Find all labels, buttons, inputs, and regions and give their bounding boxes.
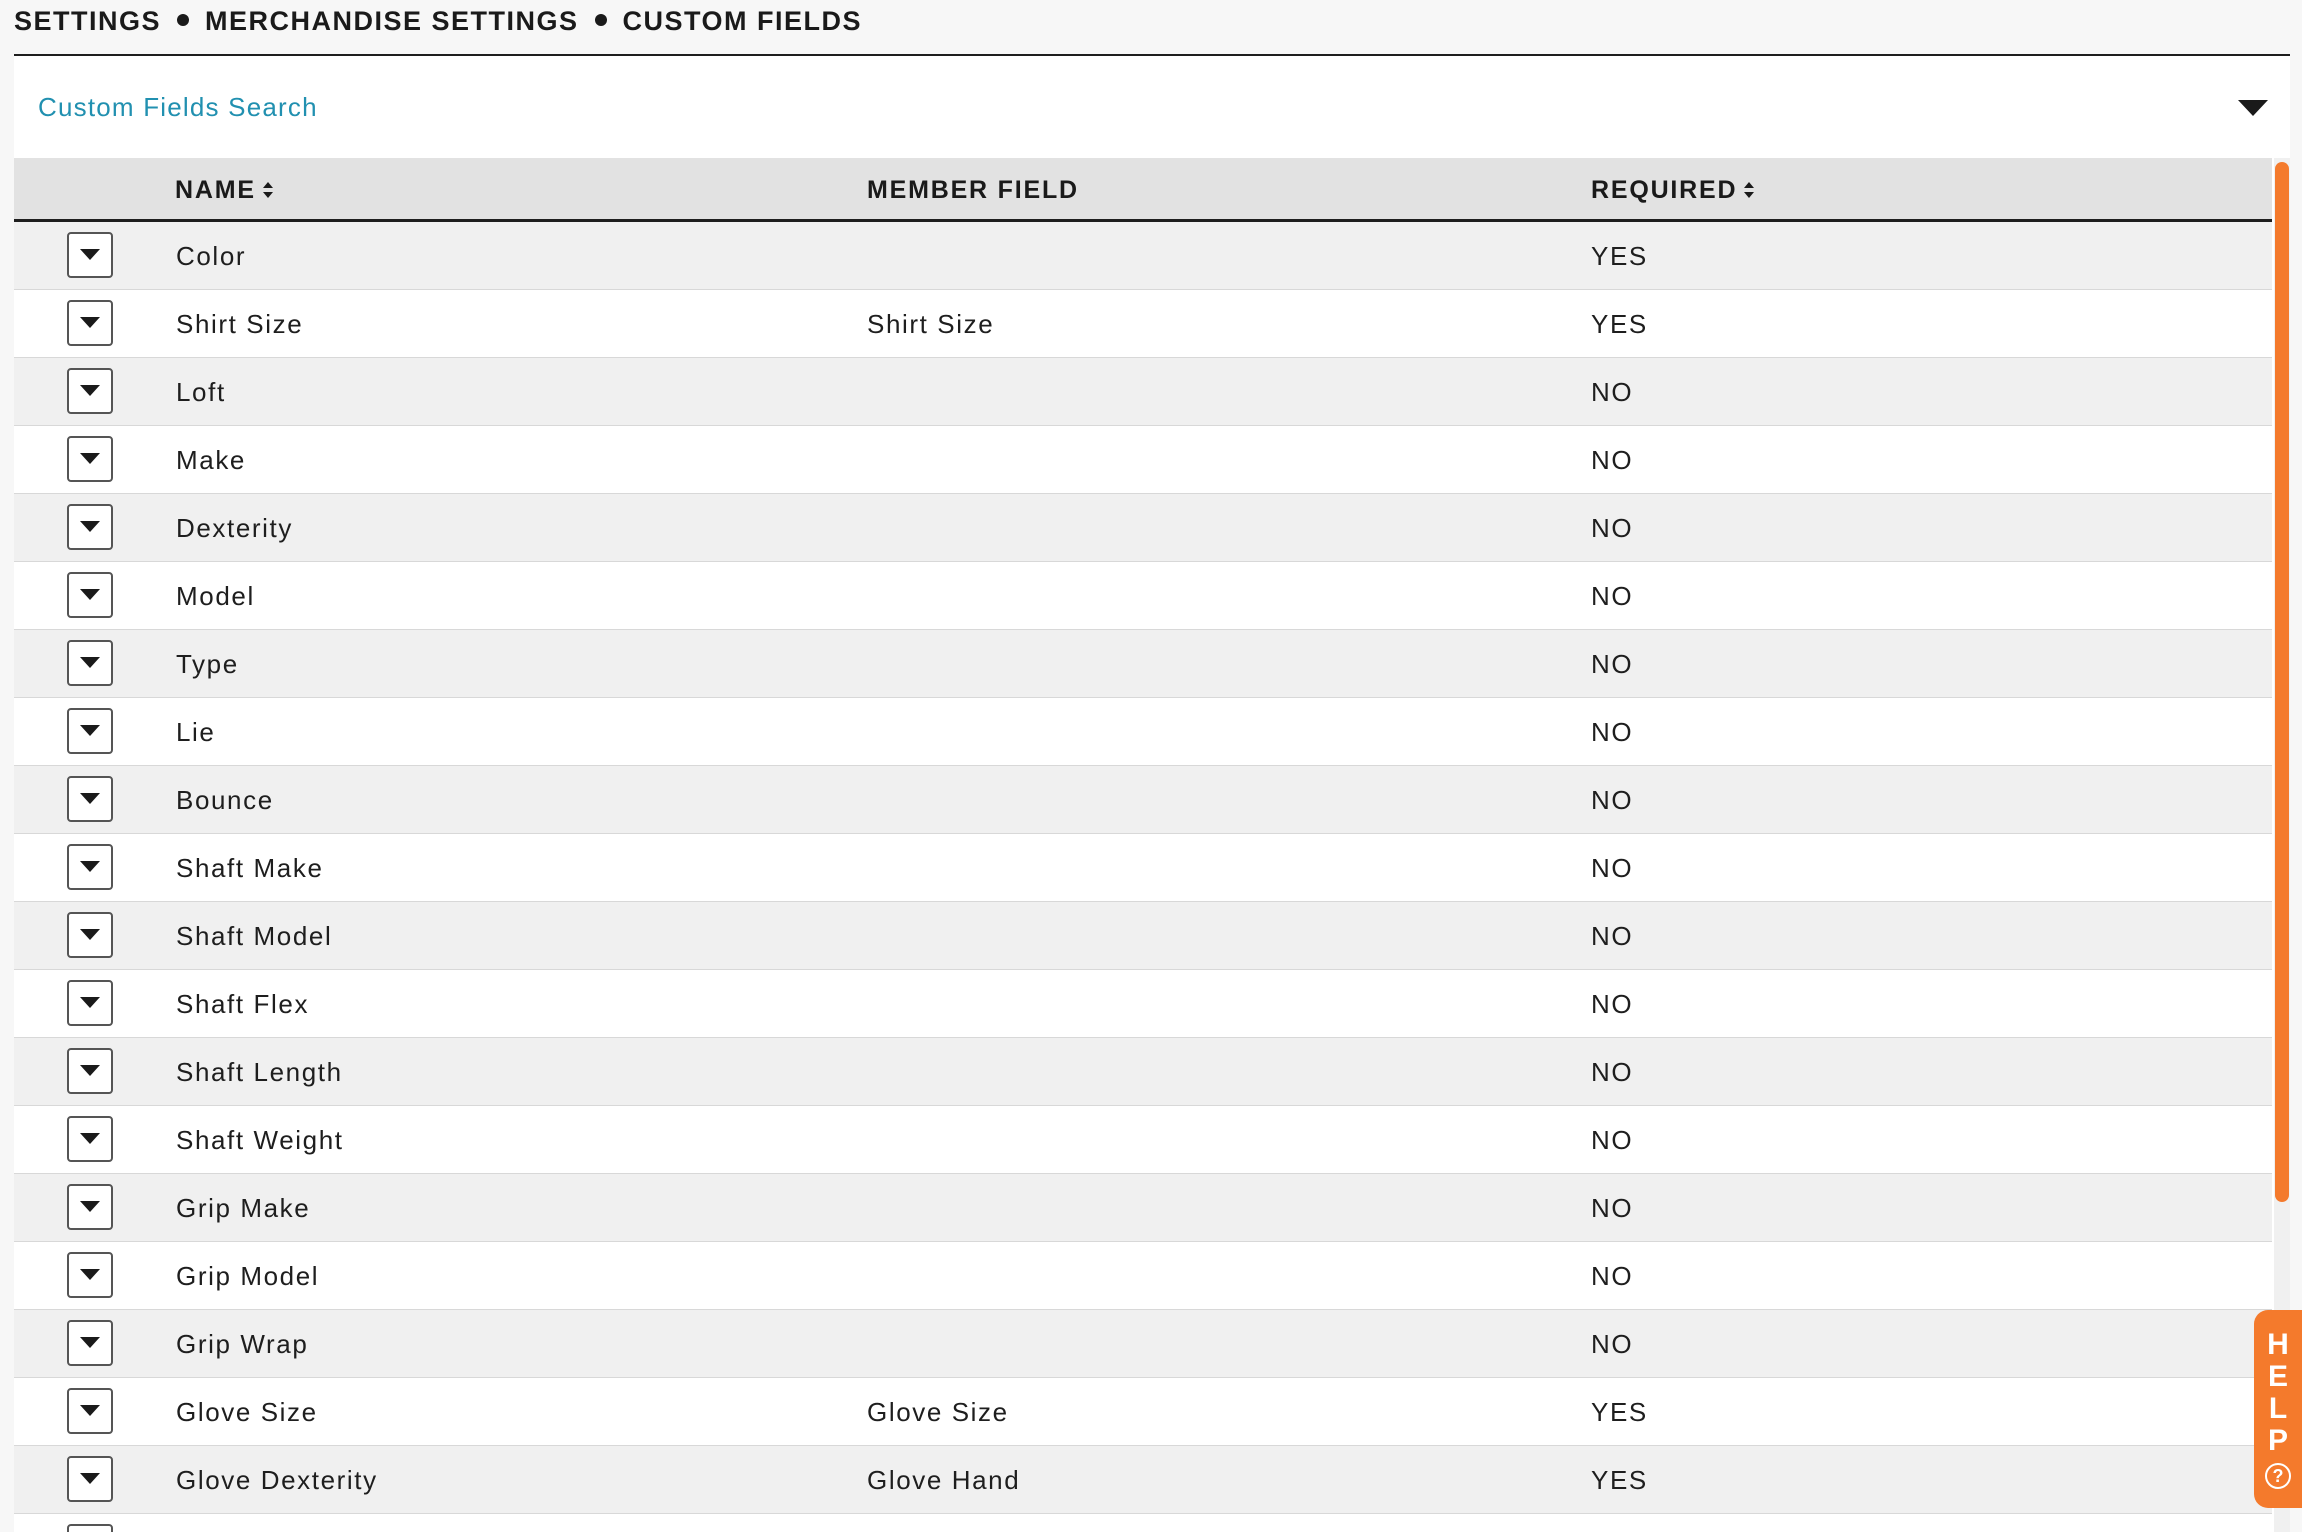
chevron-down-icon xyxy=(80,1133,100,1145)
chevron-down-icon xyxy=(80,997,100,1009)
cell-name: Glove Dexterity xyxy=(176,1464,378,1495)
table-row[interactable] xyxy=(14,630,2272,698)
cell-required: NO xyxy=(1591,1260,1634,1291)
row-actions-dropdown-button[interactable] xyxy=(67,1048,113,1094)
cell-required: YES xyxy=(1591,240,1648,271)
cell-name: Shaft Make xyxy=(176,852,324,883)
cell-required: NO xyxy=(1591,920,1634,951)
table-row[interactable] xyxy=(14,426,2272,494)
cell-member-field: Shirt Size xyxy=(867,308,995,339)
row-actions-dropdown-button[interactable] xyxy=(67,708,113,754)
row-actions-dropdown-button[interactable] xyxy=(67,640,113,686)
table-body xyxy=(14,222,2272,1532)
row-actions-dropdown-button[interactable] xyxy=(67,844,113,890)
row-actions-dropdown-button[interactable] xyxy=(67,1388,113,1434)
table-row[interactable] xyxy=(14,1174,2272,1242)
cell-name: Lie xyxy=(176,716,216,747)
cell-name: Model xyxy=(176,580,255,611)
cell-required: NO xyxy=(1591,376,1634,407)
row-actions-dropdown-button[interactable] xyxy=(67,1252,113,1298)
chevron-down-icon xyxy=(80,1269,100,1281)
table-row[interactable] xyxy=(14,766,2272,834)
chevron-down-icon xyxy=(80,929,100,941)
table-row[interactable] xyxy=(14,1446,2272,1514)
row-actions-dropdown-button[interactable] xyxy=(67,300,113,346)
cell-name: Dexterity xyxy=(176,512,293,543)
cell-required: NO xyxy=(1591,784,1634,815)
cell-name: Shaft Length xyxy=(176,1056,343,1087)
chevron-down-icon xyxy=(80,589,100,601)
breadcrumb-item-custom-fields: CUSTOM FIELDS xyxy=(622,5,863,36)
chevron-down-icon xyxy=(80,1337,100,1349)
cell-member-field: Glove Hand xyxy=(867,1464,1021,1495)
chevron-down-icon xyxy=(80,1473,100,1485)
custom-fields-panel xyxy=(14,56,2290,1532)
help-label xyxy=(2267,1329,2289,1457)
help-letter: H xyxy=(2267,1328,2289,1361)
table-row[interactable] xyxy=(14,358,2272,426)
chevron-down-icon xyxy=(80,453,100,465)
cell-name: Make xyxy=(176,444,246,475)
cell-name: Shaft Weight xyxy=(176,1124,344,1155)
table-row[interactable] xyxy=(14,834,2272,902)
help-letter: L xyxy=(2268,1392,2288,1425)
cell-name: Type xyxy=(176,648,239,679)
row-actions-dropdown-button[interactable] xyxy=(67,1184,113,1230)
row-actions-dropdown-button[interactable] xyxy=(67,504,113,550)
cell-required: NO xyxy=(1591,852,1634,883)
cell-name: Glove Size xyxy=(176,1396,318,1427)
cell-name: Loft xyxy=(176,376,226,407)
chevron-down-icon xyxy=(80,1405,100,1417)
search-panel-title[interactable]: Custom Fields Search xyxy=(38,91,318,122)
table-row[interactable] xyxy=(14,222,2272,290)
row-actions-dropdown-button[interactable] xyxy=(67,1456,113,1502)
breadcrumb xyxy=(14,0,862,42)
cell-required: NO xyxy=(1591,648,1634,679)
help-button[interactable] xyxy=(2254,1310,2302,1508)
cell-required: YES xyxy=(1591,1464,1648,1495)
row-actions-dropdown-button[interactable] xyxy=(67,980,113,1026)
row-actions-dropdown-button[interactable] xyxy=(67,1116,113,1162)
table-header xyxy=(14,158,2272,222)
cell-name: Shaft Flex xyxy=(176,988,310,1019)
cell-member-field: Glove Size xyxy=(867,1396,1009,1427)
cell-required: NO xyxy=(1591,512,1634,543)
row-actions-dropdown-button[interactable] xyxy=(67,912,113,958)
cell-required: NO xyxy=(1591,1192,1634,1223)
column-header-member-field-label: MEMBER FIELD xyxy=(867,175,1079,204)
cell-name: Grip Model xyxy=(176,1260,320,1291)
cell-name: Grip Make xyxy=(176,1192,311,1223)
cell-name: Grip Wrap xyxy=(176,1328,309,1359)
row-actions-dropdown-button[interactable] xyxy=(67,1320,113,1366)
help-letter: E xyxy=(2267,1360,2288,1393)
table-row[interactable] xyxy=(14,290,2272,358)
chevron-down-icon xyxy=(80,657,100,669)
cell-required: NO xyxy=(1591,580,1634,611)
breadcrumb-separator-icon xyxy=(595,14,607,26)
sort-icon[interactable] xyxy=(262,180,274,200)
table-row[interactable] xyxy=(14,1106,2272,1174)
cell-required: NO xyxy=(1591,988,1634,1019)
help-letter: P xyxy=(2267,1424,2288,1457)
column-header-name-label: NAME xyxy=(175,175,256,204)
chevron-down-icon xyxy=(80,521,100,533)
chevron-down-icon[interactable] xyxy=(2238,100,2268,118)
row-actions-dropdown-button[interactable] xyxy=(67,368,113,414)
row-actions-dropdown-button[interactable] xyxy=(67,1524,113,1532)
cell-required: NO xyxy=(1591,1124,1634,1155)
scrollbar-thumb[interactable] xyxy=(2275,162,2289,1202)
chevron-down-icon xyxy=(80,1201,100,1213)
cell-required: NO xyxy=(1591,1328,1634,1359)
cell-required: NO xyxy=(1591,1056,1634,1087)
cell-name: Shaft Model xyxy=(176,920,333,951)
table-row[interactable] xyxy=(14,562,2272,630)
row-actions-dropdown-button[interactable] xyxy=(67,436,113,482)
table-row[interactable] xyxy=(14,698,2272,766)
row-actions-dropdown-button[interactable] xyxy=(67,572,113,618)
table-row[interactable] xyxy=(14,1038,2272,1106)
table-row[interactable] xyxy=(14,970,2272,1038)
question-circle-icon: ? xyxy=(2265,1463,2291,1489)
chevron-down-icon xyxy=(80,793,100,805)
table-row[interactable] xyxy=(14,1242,2272,1310)
cell-name: Color xyxy=(176,240,247,271)
sort-icon[interactable] xyxy=(1743,180,1755,200)
column-header-required[interactable] xyxy=(1591,158,1755,222)
cell-required: YES xyxy=(1591,308,1648,339)
column-header-required-label: REQUIRED xyxy=(1591,175,1738,204)
table-row[interactable] xyxy=(14,1310,2272,1378)
cell-required: NO xyxy=(1591,444,1634,475)
table-row[interactable] xyxy=(14,494,2272,562)
chevron-down-icon xyxy=(80,385,100,397)
cell-required: YES xyxy=(1591,1396,1648,1427)
chevron-down-icon xyxy=(80,249,100,261)
breadcrumb-item-settings[interactable]: SETTINGS xyxy=(14,5,162,36)
chevron-down-icon xyxy=(80,1065,100,1077)
table-row[interactable] xyxy=(14,902,2272,970)
row-actions-dropdown-button[interactable] xyxy=(67,776,113,822)
table-row[interactable] xyxy=(14,1378,2272,1446)
breadcrumb-separator-icon xyxy=(177,14,189,26)
chevron-down-icon xyxy=(80,317,100,329)
cell-name: Shirt Size xyxy=(176,308,304,339)
search-panel-header[interactable] xyxy=(14,56,2290,158)
chevron-down-icon xyxy=(80,861,100,873)
column-header-member-field xyxy=(867,158,1079,222)
table-row[interactable] xyxy=(14,1514,2272,1532)
breadcrumb-item-merchandise-settings[interactable]: MERCHANDISE SETTINGS xyxy=(205,5,579,36)
cell-name: Bounce xyxy=(176,784,274,815)
column-header-name[interactable] xyxy=(175,158,274,222)
chevron-down-icon xyxy=(80,725,100,737)
row-actions-dropdown-button[interactable] xyxy=(67,232,113,278)
cell-required: NO xyxy=(1591,716,1634,747)
custom-fields-table xyxy=(14,158,2272,1532)
